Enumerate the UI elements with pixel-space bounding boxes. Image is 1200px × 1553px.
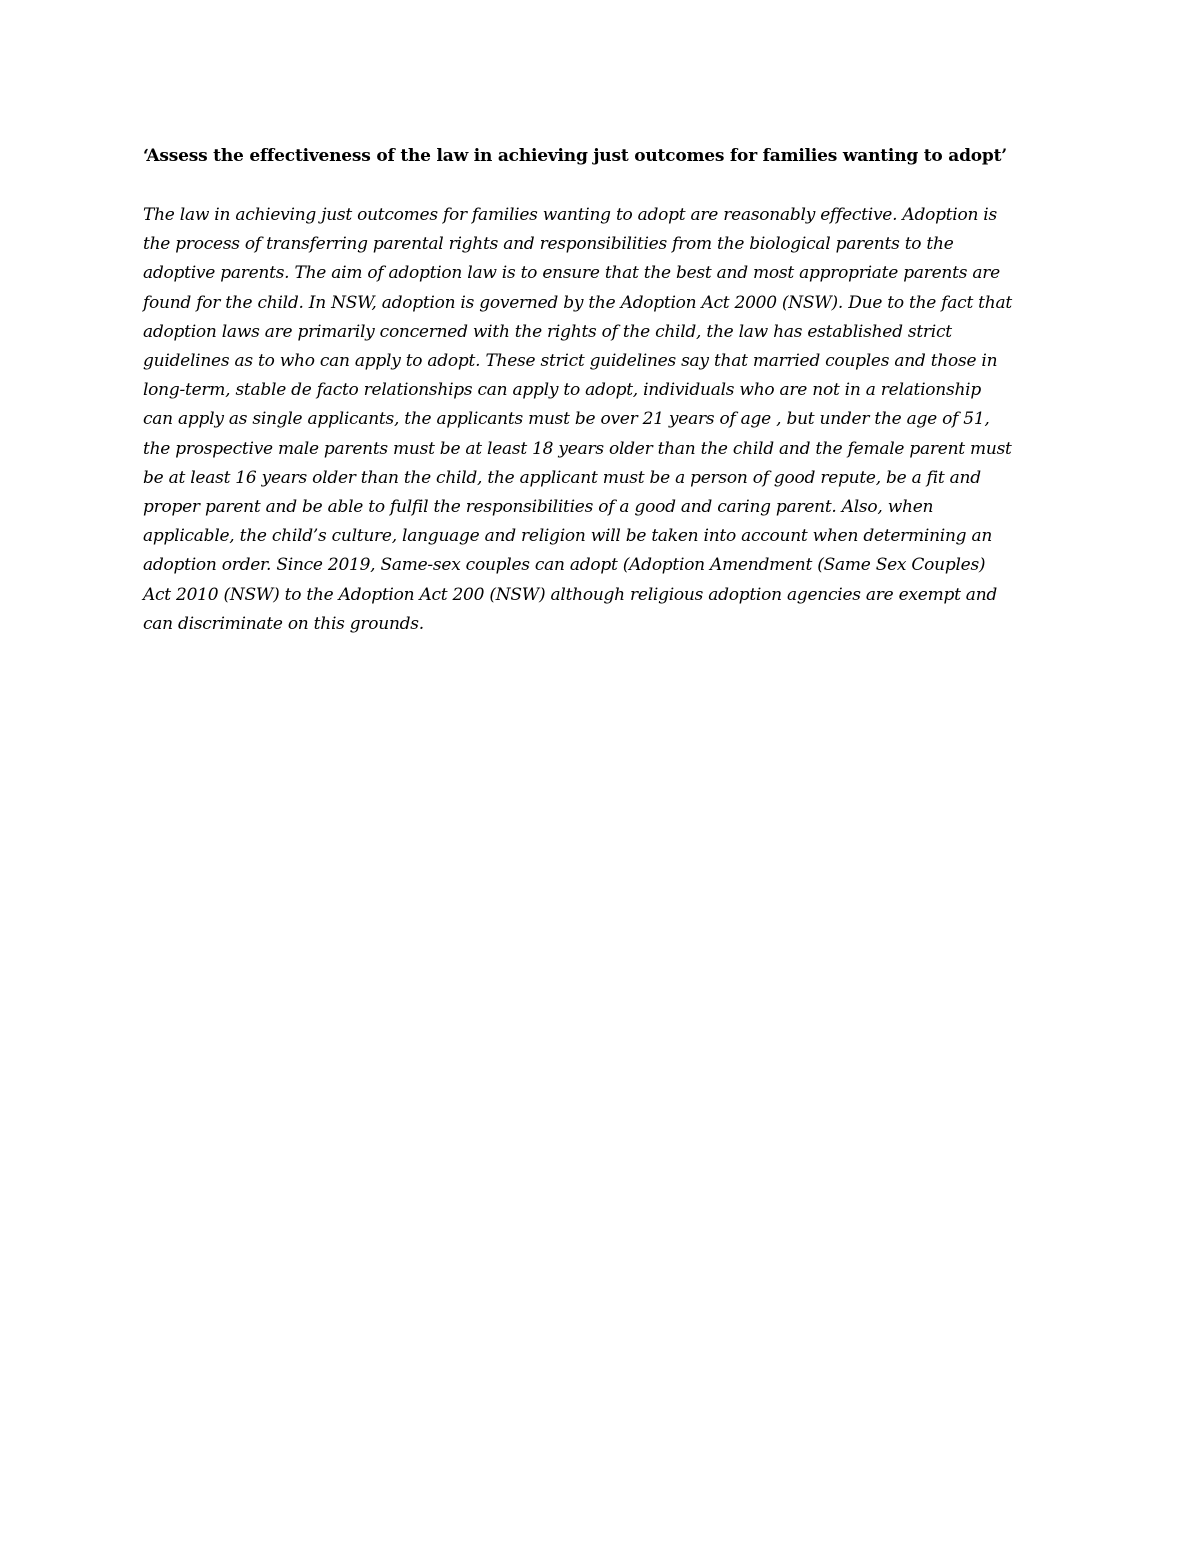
body-line: adoption laws are primarily concerned with the rights of the child, the law has established strict (143, 321, 952, 342)
body-line: found for the child. In NSW, adoption is governed by the Adoption Act 2000 (NSW). Due to the fact that (143, 292, 1012, 313)
body-line: long-term, stable de facto relationships can apply to adopt, individuals who are not in a relationship (143, 380, 981, 401)
body-line: Act 2010 (NSW) to the Adoption Act 200 (NSW) although religious adoption agencies are exempt and (143, 584, 998, 605)
body-line: the prospective male parents must be at least 18 years older than the child and the female parent must (143, 438, 1012, 459)
body-line: adoption order. Since 2019, Same-sex couples can adopt (Adoption Amendment (Same Sex Couples) (143, 555, 986, 576)
body-line: proper parent and be able to fulfil the responsibilities of a good and caring parent. Also, when (143, 497, 934, 518)
body-line: guidelines as to who can apply to adopt. These strict guidelines say that married couples and those in (143, 351, 998, 372)
document-body (143, 201, 1063, 639)
body-line: adoptive parents. The aim of adoption law is to ensure that the best and most appropriate parents are (143, 263, 1000, 284)
body-line: The law in achieving just outcomes for families wanting to adopt are reasonably effective. Adoption is (143, 205, 997, 225)
body-line: applicable, the child’s culture, language and religion will be taken into account when determining an (143, 526, 993, 547)
body-line: the process of transferring parental rights and responsibilities from the biological parents to the (143, 234, 954, 255)
body-line: can apply as single applicants, the applicants must be over 21 years of age , but under the age of 51, (143, 409, 990, 430)
document-heading: ‘Assess the effectiveness of the law in achieving just outcomes for families wanting to adopt’ (143, 146, 1007, 166)
body-line: be at least 16 years older than the child, the applicant must be a person of good repute, be a fit and (143, 467, 981, 488)
body-line: can discriminate on this grounds. (143, 613, 424, 634)
